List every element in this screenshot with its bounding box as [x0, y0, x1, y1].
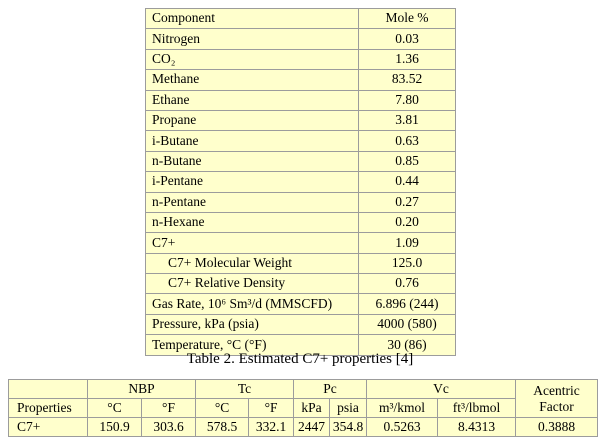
component-cell: n-Pentane	[146, 192, 359, 212]
table-row	[146, 90, 456, 110]
mole-cell: 7.80	[359, 90, 456, 110]
mole-cell: 3.81	[359, 110, 456, 130]
mole-cell: 0.63	[359, 131, 456, 151]
mole-cell: 0.44	[359, 172, 456, 192]
component-cell: Methane	[146, 70, 359, 90]
value-cell: 354.8	[330, 418, 367, 437]
mole-cell: 1.36	[359, 49, 456, 69]
component-cell: Propane	[146, 110, 359, 130]
column-header-mole-percent: Mole %	[359, 9, 456, 29]
value-cell: 332.1	[249, 418, 294, 437]
component-cell: Ethane	[146, 90, 359, 110]
component-cell: Gas Rate, 10⁶ Sm³/d (MMSCFD)	[146, 294, 359, 314]
column-header-acentric-factor: Acentric Factor	[516, 380, 598, 418]
table-row	[146, 110, 456, 130]
value-cell: 8.4313	[438, 418, 516, 437]
column-header-properties: Properties	[9, 399, 88, 418]
component-cell: i-Butane	[146, 131, 359, 151]
mole-cell: 0.27	[359, 192, 456, 212]
data-row	[9, 418, 598, 437]
table-row	[146, 274, 456, 294]
unit-header-row	[9, 399, 598, 418]
mole-cell: 0.85	[359, 151, 456, 171]
component-cell: CO₂	[146, 49, 359, 69]
table-row	[146, 314, 456, 334]
table-row	[146, 253, 456, 273]
mole-cell: 83.52	[359, 70, 456, 90]
component-cell: Temperature, °C (°F)	[146, 335, 359, 355]
group-header-nbp: NBP	[88, 380, 196, 399]
table-header-row	[146, 9, 456, 29]
composition-table	[145, 8, 456, 356]
table-row	[146, 49, 456, 69]
table-row	[146, 212, 456, 232]
group-header-row	[9, 380, 598, 399]
row-label-c7plus: C7+	[9, 418, 88, 437]
value-cell: 578.5	[196, 418, 249, 437]
value-cell: 303.6	[142, 418, 196, 437]
unit-cell: °F	[249, 399, 294, 418]
unit-cell: psia	[330, 399, 367, 418]
mole-cell: 0.76	[359, 274, 456, 294]
mole-cell: 1.09	[359, 233, 456, 253]
mole-cell: 125.0	[359, 253, 456, 273]
component-cell: C7+ Molecular Weight	[146, 253, 359, 273]
component-cell: C7+	[146, 233, 359, 253]
mole-cell: 6.896 (244)	[359, 294, 456, 314]
table-caption: Table 2. Estimated C7+ properties [4]	[186, 351, 414, 367]
column-header-component: Component	[146, 9, 359, 29]
properties-table	[8, 379, 598, 437]
table-row	[146, 29, 456, 49]
unit-cell: kPa	[294, 399, 330, 418]
value-cell: 150.9	[88, 418, 142, 437]
corner-cell	[9, 380, 88, 399]
component-cell: n-Hexane	[146, 212, 359, 232]
value-cell: 0.5263	[367, 418, 438, 437]
group-header-pc: Pc	[294, 380, 367, 399]
mole-cell: 0.20	[359, 212, 456, 232]
value-cell: 0.3888	[516, 418, 598, 437]
value-cell: 2447	[294, 418, 330, 437]
component-cell: Pressure, kPa (psia)	[146, 314, 359, 334]
unit-cell: °C	[196, 399, 249, 418]
table-row	[146, 70, 456, 90]
unit-cell: m³/kmol	[367, 399, 438, 418]
table-row	[146, 172, 456, 192]
mole-cell: 4000 (580)	[359, 314, 456, 334]
component-cell: n-Butane	[146, 151, 359, 171]
group-header-tc: Tc	[196, 380, 294, 399]
component-cell: C7+ Relative Density	[146, 274, 359, 294]
mole-cell: 30 (86)	[359, 335, 456, 355]
group-header-vc: Vc	[367, 380, 516, 399]
component-cell: i-Pentane	[146, 172, 359, 192]
table-row	[146, 151, 456, 171]
table-row	[146, 131, 456, 151]
mole-cell: 0.03	[359, 29, 456, 49]
table-row	[146, 233, 456, 253]
unit-cell: °C	[88, 399, 142, 418]
table-row	[146, 294, 456, 314]
unit-cell: °F	[142, 399, 196, 418]
component-cell: Nitrogen	[146, 29, 359, 49]
table-row	[146, 192, 456, 212]
unit-cell: ft³/lbmol	[438, 399, 516, 418]
